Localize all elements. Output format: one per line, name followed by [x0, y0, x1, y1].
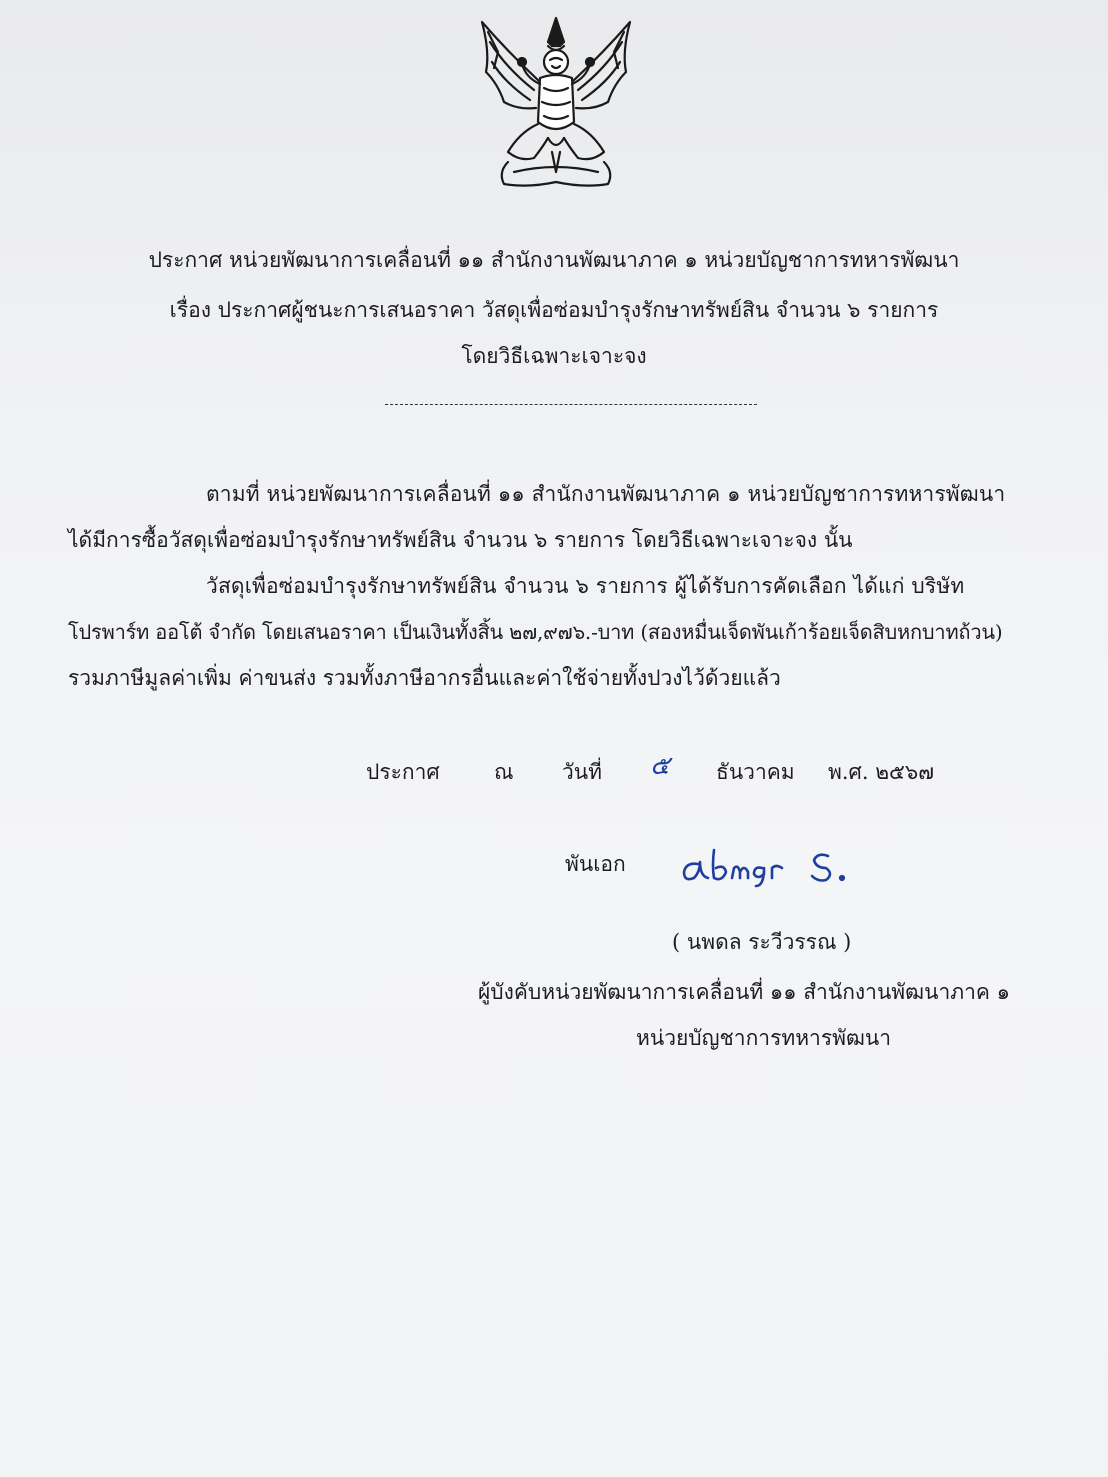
paragraph-1-line-2: ได้มีการซื้อวัสดุเพื่อซ่อมบำรุงรักษาทรัพย์สิน จำนวน ๖ รายการ โดยวิธีเฉพาะเจาะจง นั้น: [68, 528, 853, 552]
paragraph-2-line-1: วัสดุเพื่อซ่อมบำรุงรักษาทรัพย์สิน จำนวน ๖ รายการ ผู้ได้รับการคัดเลือก ได้แก่ บริษัท: [206, 574, 965, 598]
subject-line: เรื่อง ประกาศผู้ชนะการเสนอราคา วัสดุเพื่อซ่อมบำรุงรักษาทรัพย์สิน จำนวน ๖ รายการ: [169, 298, 939, 322]
day-label: วันที่: [562, 760, 602, 784]
at-label: ณ: [494, 760, 514, 784]
handwritten-signature: [678, 842, 868, 890]
announcement-title: ประกาศ หน่วยพัฒนาการเคลื่อนที่ ๑๑ สำนักงานพัฒนาภาค ๑ หน่วยบัญชาการทหารพัฒนา: [148, 248, 960, 272]
year-text: พ.ศ. ๒๕๖๗: [828, 760, 935, 784]
garuda-emblem-icon: [468, 12, 644, 192]
month-text: ธันวาคม: [716, 760, 795, 784]
separator-divider: [385, 404, 757, 405]
position-line-1: ผู้บังคับหน่วยพัฒนาการเคลื่อนที่ ๑๑ สำนักงานพัฒนาภาค ๑: [478, 980, 1010, 1004]
paragraph-2-line-3: รวมภาษีมูลค่าเพิ่ม ค่าขนส่ง รวมทั้งภาษีอากรอื่นและค่าใช้จ่ายทั้งปวงไว้ด้วยแล้ว: [68, 666, 781, 690]
method-line: โดยวิธีเฉพาะเจาะจง: [461, 344, 647, 368]
day-value-handwritten: ๕: [650, 751, 670, 781]
paragraph-2-line-2: โปรพาร์ท ออโต้ จำกัด โดยเสนอราคา เป็นเงินทั้งสิ้น ๒๗,๙๗๖.-บาท (สองหมื่นเจ็ดพันเก้าร้อยเจ็ดสิบหกบาทถ้วน): [68, 620, 1003, 644]
announce-label: ประกาศ: [366, 760, 440, 784]
rank-label: พันเอก: [565, 852, 626, 876]
position-line-2: หน่วยบัญชาการทหารพัฒนา: [636, 1026, 892, 1050]
signatory-name: ( นพดล ระวีวรรณ ): [672, 930, 852, 954]
paragraph-1-line-1: ตามที่ หน่วยพัฒนาการเคลื่อนที่ ๑๑ สำนักงานพัฒนาภาค ๑ หน่วยบัญชาการทหารพัฒนา: [206, 482, 1006, 506]
